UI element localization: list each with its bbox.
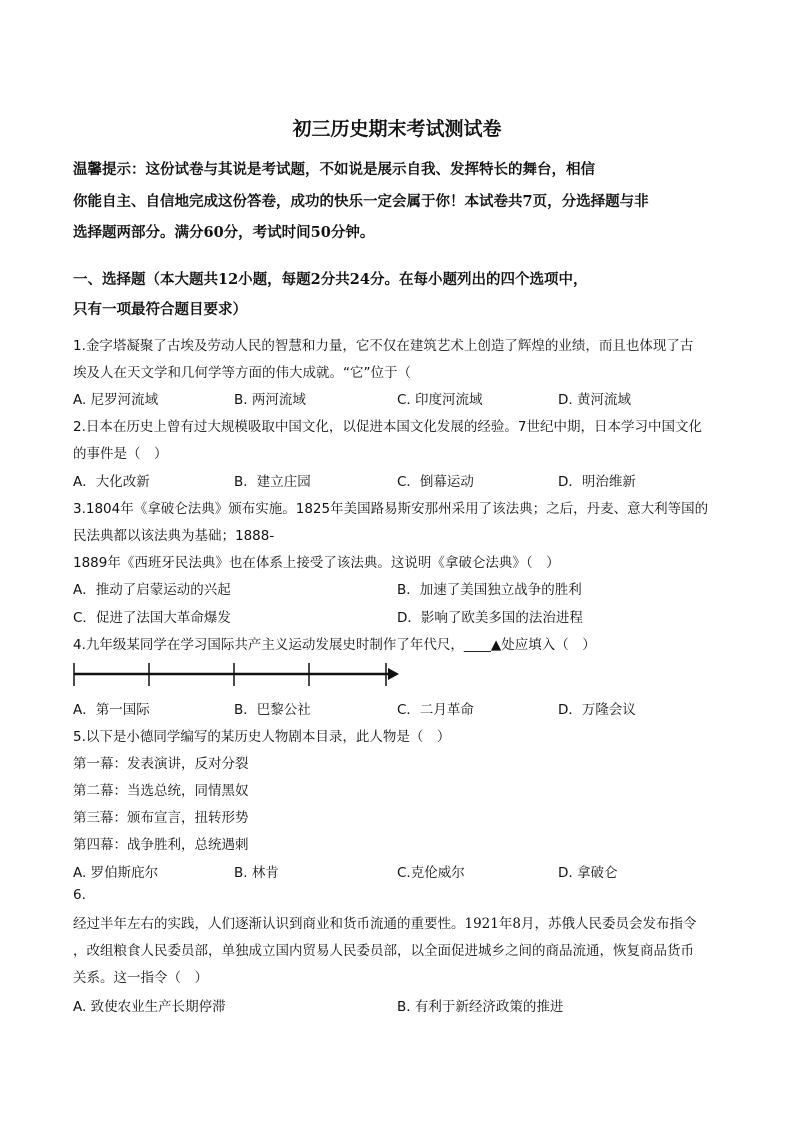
q6-option-a: A. 致使农业生产长期停滞 — [73, 999, 226, 1015]
q3-option-a: A．推动了启蒙运动的兴起 — [73, 582, 231, 598]
q6-number: 6. — [73, 887, 86, 903]
q5-act-4: 第四幕：战争胜利，总统遇刺 — [73, 837, 249, 853]
q4-option-c: C．二月革命 — [397, 702, 474, 718]
q3-option-c: C．促进了法国大革命爆发 — [73, 610, 231, 626]
q5-act-2: 第二幕：当选总统，同情黑奴 — [73, 783, 249, 799]
q2-option-b: B．建立庄园 — [234, 474, 311, 490]
q5-option-d: D. 拿破仑 — [558, 865, 618, 881]
q4-option-d: D．万隆会议 — [558, 702, 636, 718]
q3-option-b: B．加速了美国独立战争的胜利 — [397, 582, 582, 598]
section-heading-2: 只有一项最符合题目要求） — [73, 301, 247, 318]
q4-stem: 4.九年级某同学在学习国际共产主义运动发展史时制作了年代尺，____▲处应填入（ ） — [73, 637, 596, 653]
q5-option-b: B. 林肯 — [234, 865, 279, 881]
q6-option-b: B. 有利于新经济政策的推进 — [397, 999, 564, 1015]
timeline-ruler — [72, 660, 402, 690]
q4-option-b: B．巴黎公社 — [234, 702, 311, 718]
q6-stem-3: 关系。这一指令（ ） — [73, 970, 208, 986]
q1-option-c: C. 印度河流域 — [397, 392, 483, 408]
q1-option-b: B. 两河流域 — [234, 392, 306, 408]
q6-stem-2: ，改组粮食人民委员部，单独成立国内贸易人民委员部，以全面促进城乡之间的商品流通，恢复商品货币 — [73, 943, 694, 959]
q1-stem-2: 埃及人在天文学和几何学等方面的伟大成就。“它”位于（ — [73, 365, 411, 381]
q6-stem-1: 经过半年左右的实践，人们逐渐认识到商业和货币流通的重要性。1921年8月，苏俄人民委员会发布指令 — [73, 916, 697, 932]
q5-stem: 5.以下是小德同学编写的某历史人物剧本目录，此人物是（ ） — [73, 729, 451, 745]
q2-option-a: A．大化改新 — [73, 474, 150, 490]
tip-line-3: 选择题两部分。满分60分，考试时间50分钟。 — [73, 224, 375, 241]
q1-option-a: A. 尼罗河流域 — [73, 392, 159, 408]
q5-option-c: C.克伦威尔 — [397, 865, 465, 881]
q2-stem-2: 的事件是（ ） — [73, 446, 168, 462]
tip-line-2: 你能自主、自信地完成这份答卷，成功的快乐一定会属于你！本试卷共7页，分选择题与非 — [73, 193, 649, 210]
q4-option-a: A．第一国际 — [73, 702, 150, 718]
page-title: 初三历史期末考试测试卷 — [292, 118, 502, 140]
q2-option-c: C．倒幕运动 — [397, 474, 474, 490]
q5-act-1: 第一幕：发表演讲，反对分裂 — [73, 756, 249, 772]
q1-stem-1: 1.金字塔凝聚了古埃及劳动人民的智慧和力量，它不仅在建筑艺术上创造了辉煌的业绩，而且也体现了古 — [73, 338, 694, 354]
q3-stem-1: 3.1804年《拿破仑法典》颁布实施。1825年美国路易斯安那州采用了该法典；之后，丹麦、意大利等国的 — [73, 501, 709, 517]
q1-option-d: D. 黄河流域 — [558, 392, 631, 408]
q3-option-d: D．影响了欧美多国的法治进程 — [397, 610, 583, 626]
q2-option-d: D．明治维新 — [558, 474, 636, 490]
timeline-arrow-icon — [388, 668, 399, 680]
tip-line-1: 温馨提示：这份试卷与其说是考试题，不如说是展示自我、发挥特长的舞台，相信 — [73, 161, 595, 178]
section-heading-1: 一、选择题（本大题共12小题，每题2分共24分。在每小题列出的四个选项中， — [73, 271, 588, 288]
q3-stem-2: 民法典都以该法典为基础；1888- — [73, 528, 275, 544]
q3-stem-3: 1889年《西班牙民法典》也在体系上接受了该法典。这说明《拿破仑法典》（ ） — [73, 555, 560, 571]
q2-stem-1: 2.日本在历史上曾有过大规模吸取中国文化，以促进本国文化发展的经验。7世纪中期，日本学习中国文化 — [73, 419, 702, 435]
q5-act-3: 第三幕：颁布宣言，扭转形势 — [73, 810, 249, 826]
q5-option-a: A. 罗伯斯庇尔 — [73, 865, 159, 881]
